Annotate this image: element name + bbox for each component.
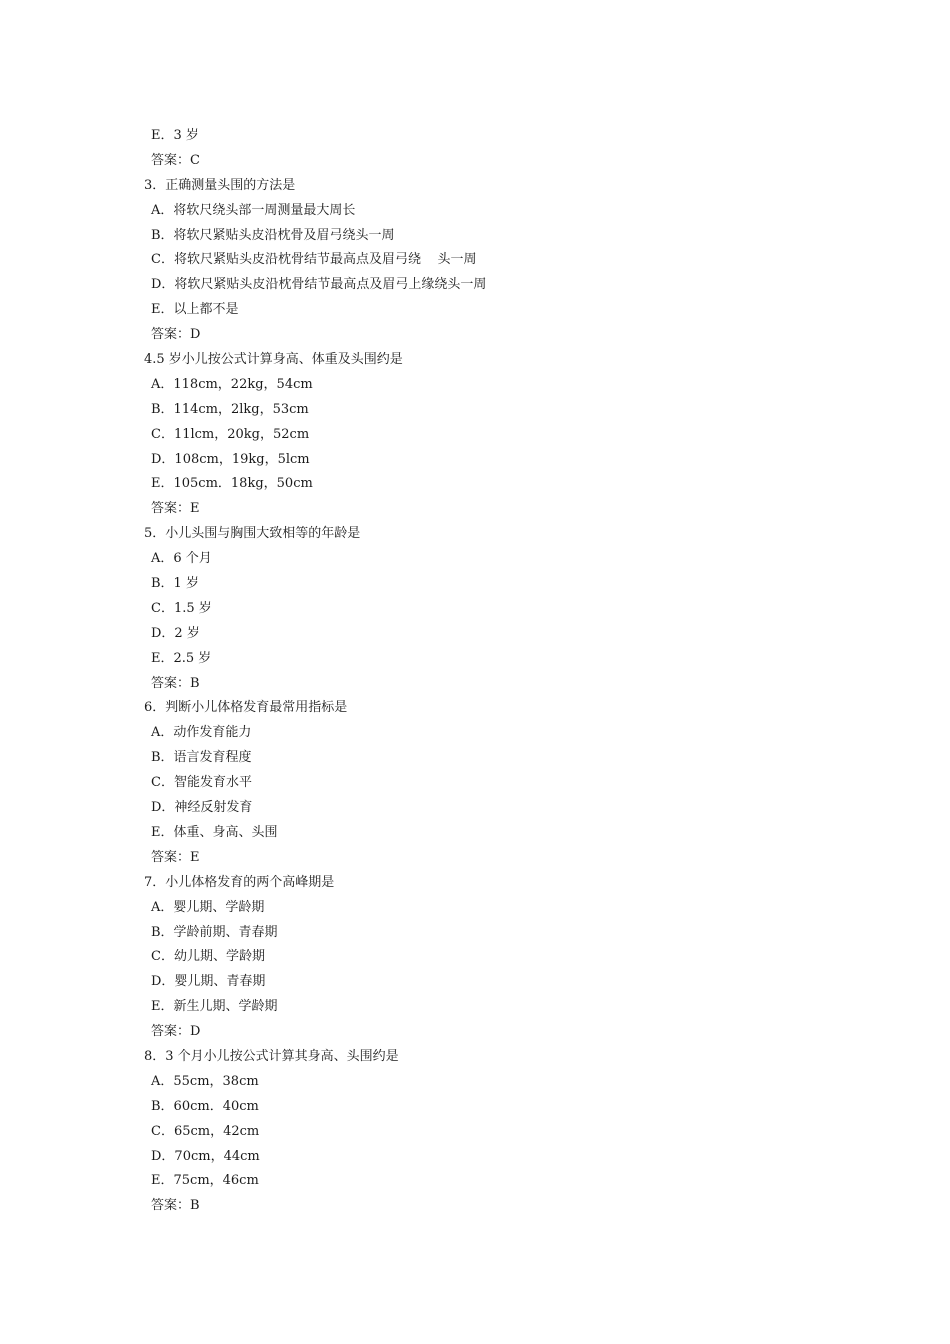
- answer-text: 答案：B: [151, 1198, 200, 1214]
- option-text: A．6 个月: [151, 551, 212, 567]
- option-text: C．1.5 岁: [151, 600, 212, 616]
- option-text: D．2 岁: [151, 625, 200, 641]
- option-text: B．1 岁: [151, 576, 199, 592]
- option-text: E．3 岁: [151, 128, 199, 143]
- question-text: 8．3 个月小儿按公式计算其身高、头围约是: [144, 1048, 399, 1064]
- option-text: A．婴儿期、学龄期: [151, 899, 265, 915]
- option-text: A．118cm，22kg，54cm: [151, 376, 313, 392]
- answer-text: 答案：E: [151, 849, 200, 865]
- option-text: C．65cm，42cm: [151, 1123, 260, 1139]
- question-text: 3．正确测量头围的方法是: [144, 177, 296, 193]
- option-text: E．体重、身高、头围: [151, 824, 278, 840]
- option-text: E．新生儿期、学龄期: [151, 999, 278, 1015]
- option-text: E．105cm．18kg，50cm: [151, 476, 313, 492]
- question-text: 4.5 岁小儿按公式计算身高、体重及头围约是: [144, 352, 403, 368]
- option-text: A．将软尺绕头部一周测量最大周长: [151, 202, 356, 218]
- option-text: E．2.5 岁: [151, 650, 212, 666]
- option-text: B．将软尺紧贴头皮沿枕骨及眉弓绕头一周: [151, 227, 395, 243]
- option-text: D．70cm，44cm: [151, 1148, 260, 1164]
- option-text: B．60cm．40cm: [151, 1098, 259, 1114]
- option-text: C．智能发育水平: [151, 775, 252, 791]
- answer-text: 答案：E: [151, 501, 200, 517]
- option-text: D．108cm，19kg，5lcm: [151, 451, 310, 467]
- answer-text: 答案：B: [151, 675, 200, 691]
- option-text: D．将软尺紧贴头皮沿枕骨结节最高点及眉弓上缘绕头一周: [151, 277, 487, 293]
- option-text: B．语言发育程度: [151, 750, 252, 766]
- option-text: E．75cm，46cm: [151, 1173, 259, 1189]
- question-text: 7．小儿体格发育的两个高峰期是: [144, 874, 335, 890]
- option-text: C．11lcm，20kg，52cm: [151, 426, 310, 442]
- option-text: C．幼儿期、学龄期: [151, 949, 265, 965]
- option-text: E．以上都不是: [151, 302, 239, 318]
- answer-text: 答案：D: [151, 1024, 201, 1040]
- option-text: D．神经反射发育: [151, 800, 253, 816]
- option-text: D．婴儿期、青春期: [151, 974, 266, 990]
- document-page: [0, 124, 950, 1219]
- option-text: A．动作发育能力: [151, 725, 252, 741]
- option-text: B．学龄前期、青春期: [151, 924, 278, 940]
- question-text: 6．判断小儿体格发育最常用指标是: [144, 700, 348, 716]
- option-text: B．114cm，2lkg，53cm: [151, 401, 309, 417]
- answer-text: 答案：C: [151, 152, 200, 168]
- option-text: C．将软尺紧贴头皮沿枕骨结节最高点及眉弓绕 头一周: [151, 252, 477, 268]
- answer-text: 答案：D: [151, 327, 201, 343]
- option-text: A．55cm，38cm: [151, 1073, 259, 1089]
- question-text: 5．小儿头围与胸围大致相等的年龄是: [144, 526, 361, 542]
